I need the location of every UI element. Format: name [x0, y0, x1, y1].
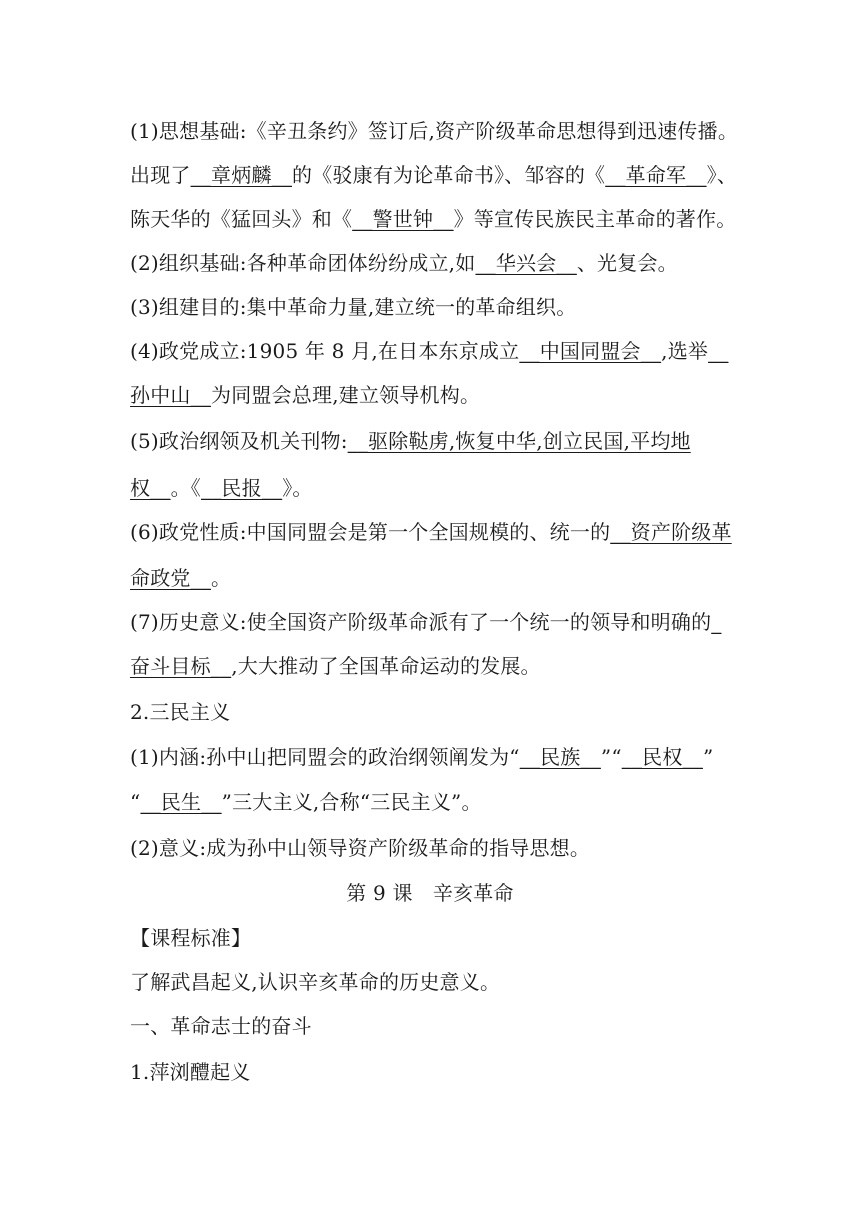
answer-blank: __民报__	[201, 476, 283, 500]
text: (7)历史意义:使全国资产阶级革命派有了一个统一的领导和明确的	[130, 610, 712, 634]
answer-blank: 孙中山__	[130, 383, 211, 407]
text: ,大大推动了全国革命运动的发展。	[231, 654, 541, 678]
answer-blank: __中国同盟会__	[519, 339, 662, 363]
answer-blank: __驱除鞑虏,恢复中华,创立民国,平均地	[347, 429, 691, 453]
answer-blank: __民权__	[621, 745, 703, 769]
text: 。《	[170, 476, 202, 500]
text: 、光复会。	[576, 251, 678, 275]
text-line	[130, 924, 740, 952]
answer-blank: 奋斗目标__	[130, 654, 232, 678]
section-heading: 一、革命志士的奋斗	[130, 1014, 312, 1038]
lesson-title	[0, 879, 860, 907]
text-line	[130, 698, 740, 726]
text: 》等宣传民族民主革命的著作。	[453, 207, 737, 231]
text-line	[130, 427, 740, 455]
text: 陈天华的《猛回头》和《	[130, 207, 353, 231]
section-heading: 1.萍浏醴起义	[130, 1060, 251, 1084]
answer-blank: __	[708, 339, 729, 363]
text: 的《驳康有为论革命书》、邹容的《	[292, 163, 606, 187]
text-line	[130, 564, 740, 592]
answer-blank: __革命军__	[605, 163, 707, 187]
text-line	[130, 161, 740, 189]
section-heading: 【课程标准】	[130, 926, 252, 950]
text-line	[130, 117, 740, 145]
text: 了解武昌起义,认识辛亥革命的历史意义。	[130, 970, 501, 994]
text: (2)组织基础:各种革命团体纷纷成立,如	[130, 251, 476, 275]
text-line	[130, 337, 740, 365]
text: (4)政党成立:1905 年 8 月,在日本东京成立	[130, 339, 520, 363]
text-line	[130, 381, 740, 409]
answer-blank: 命政党__	[130, 566, 211, 590]
text: ”	[702, 745, 714, 769]
text-line	[130, 608, 740, 636]
answer-blank: __民族__	[519, 745, 601, 769]
text-line	[130, 205, 740, 233]
text: (6)政党性质:中国同盟会是第一个全国规模的、统一的	[130, 520, 611, 544]
text: 。	[211, 566, 232, 590]
text: ”“	[600, 745, 622, 769]
text-line	[130, 788, 740, 816]
text-line	[130, 1012, 740, 1040]
answer-blank: 权__	[130, 476, 171, 500]
text: ,选举	[661, 339, 709, 363]
text: (5)政治纲领及机关刊物:	[130, 429, 348, 453]
section-heading: 2.三民主义	[130, 700, 231, 724]
answer-blank: __民生__	[140, 790, 222, 814]
text-line	[130, 518, 740, 546]
text: (3)组建目的:集中革命力量,建立统一的革命组织。	[130, 295, 577, 319]
answer-blank: __华兴会__	[475, 251, 577, 275]
text: 》、	[706, 163, 738, 187]
text: (1)思想基础:《辛丑条约》签订后,资产阶级革命思想得到迅速传播。	[130, 119, 739, 143]
text-line	[130, 652, 740, 680]
answer-blank: _	[711, 610, 722, 634]
answer-blank: __资产阶级革	[610, 520, 732, 544]
text: (1)内涵:孙中山把同盟会的政治纲领阐发为“	[130, 745, 520, 769]
text-line	[130, 968, 740, 996]
text: “	[130, 790, 141, 814]
text-line	[130, 1058, 740, 1086]
text: 为同盟会总理,建立领导机构。	[211, 383, 481, 407]
text-line	[130, 743, 740, 771]
lesson-title-text: 第 9 课 辛亥革命	[346, 881, 514, 905]
text-line	[130, 249, 740, 277]
text: 出现了	[130, 163, 191, 187]
answer-blank: __章炳麟__	[190, 163, 293, 187]
text-line	[130, 834, 740, 862]
text-line	[130, 474, 740, 502]
text: (2)意义:成为孙中山领导资产阶级革命的指导思想。	[130, 836, 591, 860]
text-line	[130, 293, 740, 321]
answer-blank: __警世钟__	[352, 207, 454, 231]
text: 》。	[282, 476, 313, 500]
text: ”三大主义,合称“三民主义”。	[221, 790, 482, 814]
